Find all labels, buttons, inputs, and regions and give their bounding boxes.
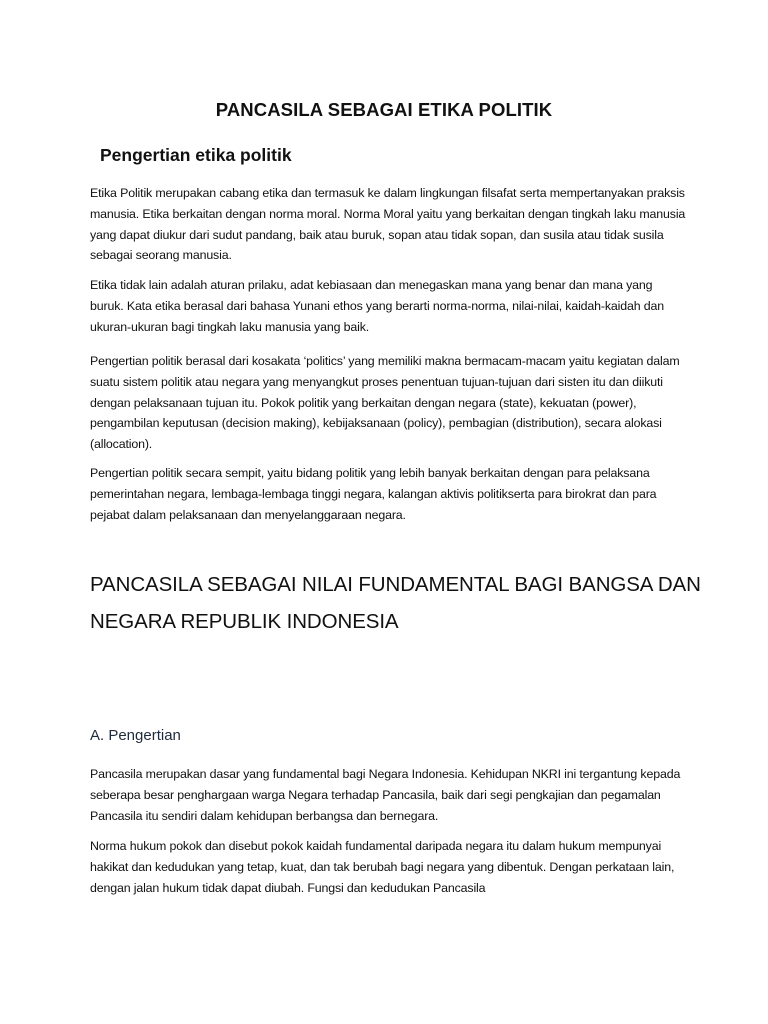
subheading-pengertian-etika-politik: Pengertian etika politik <box>100 145 292 165</box>
paragraph-etika-politik: Etika Politik merupakan cabang etika dan termasuk ke dalam lingkungan filsafat serta mempertanyakan praksis manusia. Etika berkaitan dengan norma moral. Norma Moral yaitu yang berkaitan dengan tingkah laku manusia yang dapat diukur dari sudut pandang, baik atau buruk, sopan atau tidak sopan, dan susila atau tidak susila sebagai seorang manusia. <box>90 186 686 263</box>
paragraph-norma-hukum: Norma hukum pokok dan disebut pokok kaidah fundamental daripada negara itu dalam hukum mempunyai hakikat dan kedudukan yang tetap, kuat, dan tak berubah bagi negara yang dibentuk. Dengan perkataan lain, dengan jalan hukum tidak dapat diubah. Fungsi dan kedudukan Pancasila <box>90 839 675 895</box>
paragraph-politik-sempit: Pengertian politik secara sempit, yaitu bidang politik yang lebih banyak berkaitan dengan para pelaksana pemerintahan negara, lembaga-lembaga tinggi negara, kalangan aktivis politikserta para birokrat dan para pejabat dalam pelaksanaan dan menyelanggaraan negara. <box>90 466 657 522</box>
section-heading: PANCASILA SEBAGAI NILAI FUNDAMENTAL BAGI BANGSA DAN NEGARA REPUBLIK INDONESIA <box>90 573 701 633</box>
paragraph-pancasila-dasar: Pancasila merupakan dasar yang fundamental bagi Negara Indonesia. Kehidupan NKRI ini tergantung kepada seberapa besar penghargaan warga Negara terhadap Pancasila, baik dari segi pengkajian dan pegamalan Pancasila itu sendiri dalam kehidupan berbangsa dan bernegara. <box>90 767 681 823</box>
paragraph-pengertian-politik: Pengertian politik berasal dari kosakata ‘politics’ yang memiliki makna bermacam-macam yaitu kegiatan dalam suatu sistem politik atau negara yang menyangkut proses penentuan tujuan-tujuan dari sisten itu dan diikuti dengan pelaksanaan tujuan itu. Pokok politik yang berkaitan dengan negara (state), kekuatan (power), pengambilan keputusan (decision making), kebijaksanaan (policy), pembagian (distribution), secara alokasi (allocation). <box>90 354 680 452</box>
paragraph-etika: Etika tidak lain adalah aturan prilaku, adat kebiasaan dan menegaskan mana yang benar dan mana yang buruk. Kata etika berasal dari bahasa Yunani ethos yang berarti norma-norma, nilai-nilai, kaidah-kaidah dan ukuran-ukuran bagi tingkah laku manusia yang baik. <box>90 278 665 334</box>
subsection-heading-pengertian: A. Pengertian <box>90 727 181 744</box>
document-title: PANCASILA SEBAGAI ETIKA POLITIK <box>215 99 553 120</box>
